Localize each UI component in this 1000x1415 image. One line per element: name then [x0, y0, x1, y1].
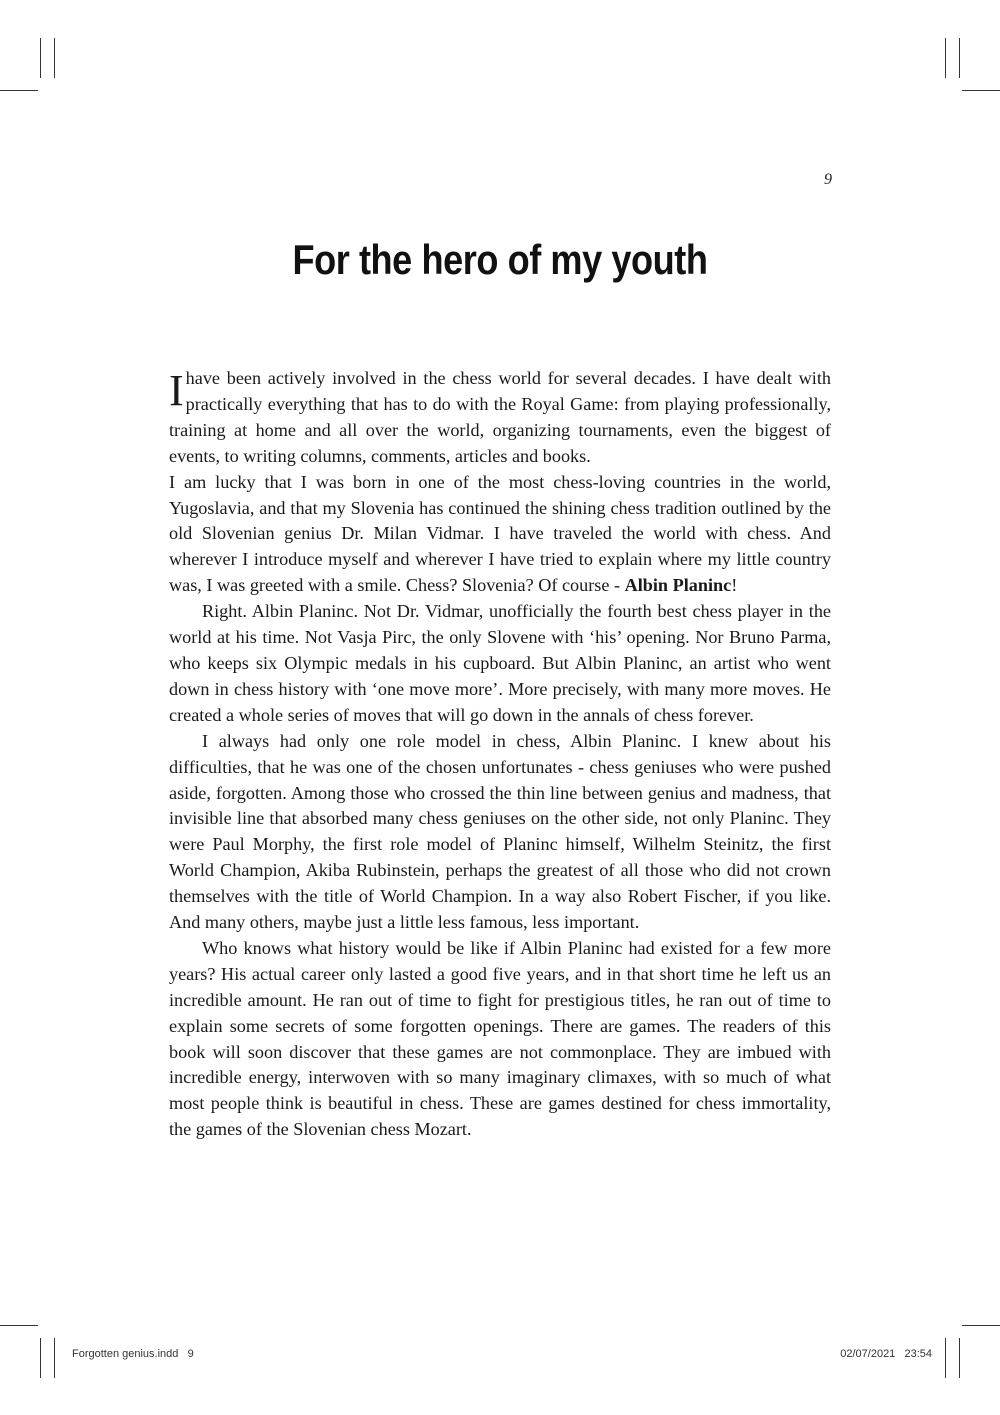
crop-mark-top-left-vertical-outer [40, 38, 41, 78]
crop-mark-top-left-vertical-inner [54, 38, 55, 78]
paragraph-2 [169, 470, 831, 600]
crop-mark-bottom-left-vertical-outer [40, 1338, 41, 1378]
paragraph-5: Who knows what history would be like if Albin Planinc had existed for a few more years? His actual career only lasted a good five years, and in that short time he left us an incredible amount. He ran out of time to fight for prestigious titles, he ran out of time to explain some secrets of some forgotten openings. There are games. The readers of this book will soon discover that these games are not commonplace. They are imbued with incredible energy, interwoven with so many imaginary climaxes, with so much of what most people think is beautiful in chess. These are games destined for chess immortality, the games of the Slovenian chess Mozart. [169, 937, 831, 1140]
crop-mark-top-right-vertical-outer [959, 38, 960, 78]
paragraph-1-text: have been actively involved in the chess world for several decades. I have dealt with practically everything that has to do with the Royal Game: from playing professionally, training at home and all over the world, organizing tournaments, even the biggest of events, to writing columns, comments, articles and books. [169, 368, 831, 466]
crop-mark-bottom-right-horizontal [962, 1325, 1000, 1326]
paragraph-2-text: I am lucky that I was born in one of the most chess-loving countries in the world, Yugoslavia, and that my Slovenia has continued the shining chess tradition outlined by the old Slovenian genius Dr. Milan Vidmar. I have traveled the world with chess. And wherever I introduce myself and wherever I have tried to explain where my little country was, I was greeted with a smile. Chess? Slovenia? Of course - [169, 471, 831, 596]
crop-mark-top-right-horizontal [962, 90, 1000, 91]
crop-mark-bottom-left-vertical-inner [54, 1338, 55, 1378]
highlighted-name: Albin Planinc [624, 575, 732, 596]
crop-mark-top-left-horizontal [0, 90, 38, 91]
paragraph-3: Right. Albin Planinc. Not Dr. Vidmar, unofficially the fourth best chess player in the world at his time. Not Vasja Pirc, the only Slovene with ‘his’ opening. Nor Bruno Parma, who keeps six Olympic medals in his cupboard. But Albin Planinc, an artist who went down in chess history with ‘one move more’. More precisely, with many more moves. He created a whole series of moves that will go down in the annals of chess forever. [169, 601, 831, 725]
paragraph-2-end: ! [731, 575, 738, 596]
page-number: 9 [824, 171, 832, 188]
drop-cap: I [169, 366, 184, 415]
crop-mark-top-right-vertical-inner [945, 38, 946, 78]
chapter-title: For the hero of my youth [292, 236, 708, 283]
slug-filename: Forgotten genius.indd 9 [72, 1348, 194, 1360]
paragraph-1 [169, 366, 831, 470]
body-text [169, 366, 831, 1143]
paragraph-4: I always had only one role model in chess, Albin Planinc. I knew about his difficulties, that he was one of the chosen unfortunates - chess geniuses who were pushed aside, forgotten. Among those who crossed the thin line between genius and madness, that invisible line that absorbed many chess geniuses on the other side, not only Planinc. They were Paul Morphy, the first role model of Planinc himself, Wilhelm Steinitz, the first World Champion, Akiba Rubinstein, perhaps the greatest of all those who did not crown themselves with the title of World Champion. In a way also Robert Fischer, if you like. And many others, maybe just a little less famous, less important. [169, 730, 831, 933]
crop-mark-bottom-right-vertical-inner [945, 1338, 946, 1378]
slug-datetime: 02/07/2021 23:54 [840, 1348, 932, 1360]
crop-mark-bottom-left-horizontal [0, 1325, 38, 1326]
crop-mark-bottom-right-vertical-outer [959, 1338, 960, 1378]
